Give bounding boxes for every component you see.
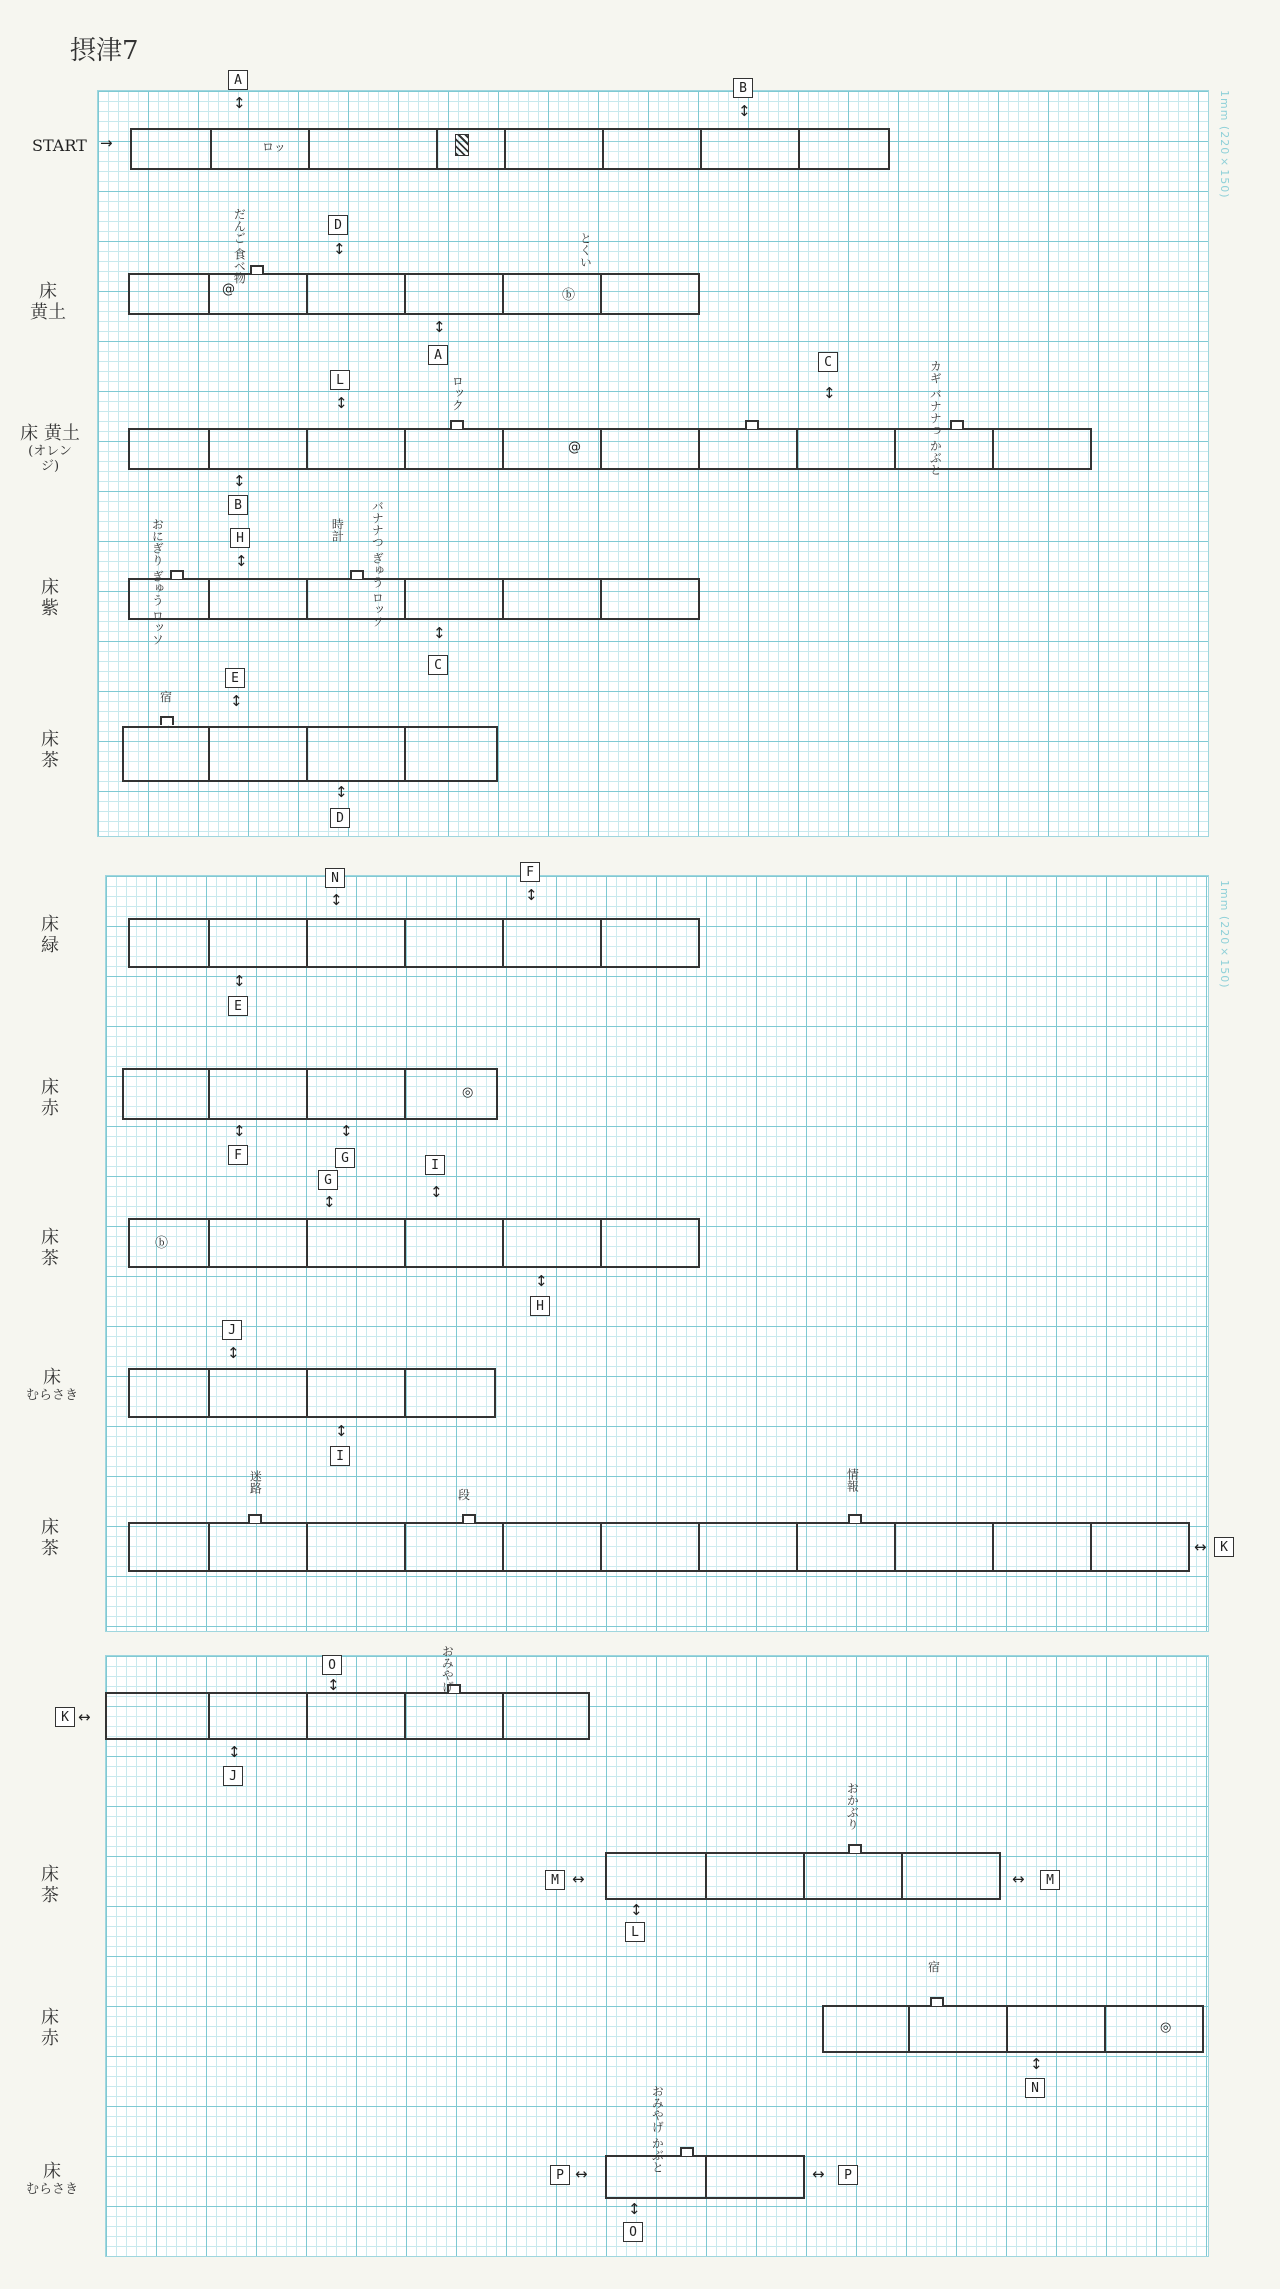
link-arrow: ↕ [227,1344,240,1362]
link-label-g[interactable]: G [318,1170,338,1190]
floor-name: 床 茶 [41,729,59,771]
link-label-o[interactable]: O [322,1655,342,1675]
door [250,265,264,274]
hatch-marker [455,134,469,156]
link-arrow: ↕ [340,1122,353,1140]
room-strip-floor-12 [822,2005,1207,2047]
room-strip-floor-4 [122,726,497,768]
link-arrow: ↔ [78,1708,91,1726]
link-label-a[interactable]: A [428,345,448,365]
note-inn: 宿 [160,690,173,704]
floor-name: 床 茶 [41,1227,59,1269]
room [208,918,308,968]
note-inn: 宿 [928,1960,941,1974]
floor-label [20,424,80,475]
room [502,1522,602,1572]
room [105,1692,210,1740]
link-arrow: ↕ [628,2200,641,2218]
room [404,578,504,620]
door [950,420,964,429]
room [128,918,210,968]
room-strip-floor-2 [128,428,1093,470]
link-label-p[interactable]: P [550,2165,570,2185]
note-rock: ロック [450,375,465,411]
floor-label [30,915,70,956]
room [803,1852,903,1900]
floor-label [30,1228,70,1269]
room [600,578,700,620]
link-label-h[interactable]: H [530,1296,550,1316]
room [404,428,504,470]
door [848,1844,862,1853]
link-arrow: ↕ [335,1422,348,1440]
room-strip-start [130,128,890,170]
room [122,1068,210,1120]
link-arrow: ↕ [525,886,538,904]
grid-note-middle: 1mm (220×150) [1218,880,1231,989]
link-label-f[interactable]: F [228,1145,248,1165]
room [700,128,800,170]
link-arrow: ↕ [333,240,346,258]
stairs-icon: @ [568,440,581,455]
room [605,1852,707,1900]
link-arrow: ↕ [323,1193,336,1211]
room [602,128,702,170]
room [502,273,602,315]
link-arrow: ↕ [228,1743,241,1761]
link-arrow: ↕ [738,102,751,120]
room [901,1852,1001,1900]
room [208,1522,308,1572]
room [796,1522,896,1572]
floor-sub: むらさき [25,1387,78,1403]
room [502,578,602,620]
room [306,1692,406,1740]
b-icon: ⓑ [562,288,576,303]
link-arrow: ↔ [572,1870,585,1888]
link-label-f[interactable]: F [520,862,540,882]
room [128,1218,210,1268]
link-arrow: ↕ [233,1122,246,1140]
link-arrow: ↔ [575,2165,588,2183]
room [306,1068,406,1120]
link-arrow: ↕ [330,891,343,909]
note-items: おにぎり ぎゅう ロッソ [150,518,165,646]
room [404,1218,504,1268]
room [404,726,498,782]
room-strip-floor-11 [605,1852,1005,1894]
note-step: 段 [458,1488,471,1502]
room [208,1218,308,1268]
room [404,918,504,968]
link-label-m[interactable]: M [545,1870,565,1890]
link-label-k[interactable]: K [1214,1537,1234,1557]
floor-name: 床 黄土 [20,423,80,444]
room [1104,2005,1204,2053]
link-label-e[interactable]: E [228,996,248,1016]
room [306,1368,406,1418]
link-label-d[interactable]: D [330,808,350,828]
door [350,570,364,579]
room [894,428,994,470]
room [600,428,700,470]
room [600,1522,700,1572]
room [306,578,406,620]
floor-label [22,1368,82,1404]
link-label-o[interactable]: O [623,2222,643,2242]
floor-label [30,1865,70,1906]
room [796,428,896,470]
link-label-b[interactable]: B [733,78,753,98]
start-arrow: → [100,134,113,152]
room [210,128,310,170]
floor-name: 床 緑 [41,914,59,956]
floor-label [30,1518,70,1559]
room [1006,2005,1106,2053]
note-clock: 時計 [330,518,345,542]
note-items: バナナつ ぎゅう ロッソ [370,500,385,628]
note-info: 情報 [845,1468,860,1492]
note-maze: 迷路 [248,1470,263,1494]
room [908,2005,1008,2053]
door [160,716,174,725]
room [128,1368,210,1418]
link-arrow: ↕ [335,394,348,412]
door [680,2147,694,2156]
room-strip-floor-10 [105,1692,595,1734]
floor-label [22,2162,82,2198]
room [404,1522,504,1572]
link-arrow: ↔ [1194,1538,1207,1556]
link-arrow: ↕ [433,624,446,642]
room [130,128,212,170]
note-special: とくい [578,232,593,268]
room [698,1522,798,1572]
link-label-l[interactable]: L [330,370,350,390]
room [798,128,890,170]
room [404,273,504,315]
room [705,1852,805,1900]
room [306,1522,406,1572]
target-icon: ◎ [1160,2020,1172,2035]
door [462,1514,476,1523]
floor-name: 床 茶 [41,1864,59,1906]
link-label-i[interactable]: I [330,1446,350,1466]
door [930,1997,944,2006]
room [404,1692,504,1740]
room [208,1068,308,1120]
room [122,726,210,782]
room [128,273,210,315]
floor-label [28,282,68,323]
link-label-n[interactable]: N [325,868,345,888]
link-label-p[interactable]: P [838,2165,858,2185]
link-label-c[interactable]: C [818,352,838,372]
floor-name: 床 [43,2161,61,2182]
grid-note-top: 1mm (220×150) [1218,90,1231,199]
door [745,420,759,429]
floor-name: 床 茶 [41,1517,59,1559]
note-rock: ロッ [262,140,286,154]
link-arrow: ↕ [235,552,248,570]
room [208,428,308,470]
floor-label [30,1078,70,1119]
room [992,1522,1092,1572]
link-label-i[interactable]: I [425,1155,445,1175]
room [1090,1522,1190,1572]
link-label-l[interactable]: L [625,1922,645,1942]
room-strip-floor-3 [128,578,698,620]
link-arrow: ↕ [823,384,836,402]
link-label-k[interactable]: K [55,1707,75,1727]
room [306,918,406,968]
link-arrow: ↕ [433,318,446,336]
note-items: おみやげ かぶと [650,2085,665,2173]
door [248,1514,262,1523]
link-label-d[interactable]: D [328,215,348,235]
link-arrow: ↕ [1030,2055,1043,2073]
room [436,128,506,170]
link-label-j[interactable]: J [223,1766,243,1786]
room [992,428,1092,470]
floor-sub: むらさき [25,2181,78,2197]
floor-label [30,730,70,771]
link-arrow: ↕ [335,783,348,801]
floor-name: 床 [43,1367,61,1388]
room [208,578,308,620]
floor-label [30,2008,70,2049]
note-items: カギ バナナつ かぶと [928,360,943,476]
stairs-icon: @ [222,282,235,297]
link-arrow: ↕ [430,1183,443,1201]
link-arrow: ↕ [233,94,246,112]
room [822,2005,910,2053]
link-arrow: ↕ [230,692,243,710]
link-label-c[interactable]: C [428,655,448,675]
room [306,428,406,470]
room [306,1218,406,1268]
room [208,1692,308,1740]
room [308,128,438,170]
floor-name: 床 紫 [41,577,59,619]
b-icon: ⓑ [155,1236,169,1251]
door [170,570,184,579]
room [128,428,210,470]
room [208,1368,308,1418]
link-label-n[interactable]: N [1025,2078,1045,2098]
room [894,1522,994,1572]
link-arrow: ↕ [233,472,246,490]
note-food: だんご 食べ物 [232,208,247,284]
room-strip-floor-9 [128,1522,1208,1564]
room [504,128,604,170]
link-label-b[interactable]: B [228,495,248,515]
floor-name: 床 黄土 [30,281,66,323]
link-label-m[interactable]: M [1040,1870,1060,1890]
link-label-j[interactable]: J [222,1320,242,1340]
floor-sub: (オレンジ) [28,443,72,474]
room-strip-floor-5 [128,918,698,960]
room [705,2155,805,2199]
room [600,918,700,968]
room-strip-floor-13 [605,2155,805,2197]
link-arrow: ↕ [233,972,246,990]
room [502,428,602,470]
room [698,428,798,470]
door [848,1514,862,1523]
start-label: START [32,136,87,155]
room [600,1218,700,1268]
floor-name: 床 赤 [41,1077,59,1119]
link-arrow: ↔ [1012,1870,1025,1888]
link-arrow: ↕ [535,1272,548,1290]
room-strip-floor-1 [128,273,698,315]
room-strip-floor-6 [122,1068,497,1110]
floor-label [30,578,70,619]
room-strip-floor-8 [128,1368,503,1410]
room [208,726,308,782]
link-arrow: ↕ [630,1901,643,1919]
page-title: 摂津7 [70,36,139,66]
room [502,1218,602,1268]
room [502,918,602,968]
room [404,1368,496,1418]
note-souvenir: おみやげ [440,1645,455,1693]
room [306,273,406,315]
link-label-e[interactable]: E [225,668,245,688]
room [128,578,210,620]
room [502,1692,590,1740]
floor-name: 床 赤 [41,2007,59,2049]
note-souvenir: おかぶり [845,1782,860,1830]
room [600,273,700,315]
room [306,726,406,782]
link-label-g[interactable]: G [335,1148,355,1168]
link-arrow: ↕ [327,1676,340,1694]
link-label-h[interactable]: H [230,528,250,548]
link-label-a[interactable]: A [228,70,248,90]
room [128,1522,210,1572]
room [404,1068,498,1120]
door [450,420,464,429]
target-icon: ◎ [462,1085,474,1100]
link-arrow: ↔ [812,2165,825,2183]
room-strip-floor-7 [128,1218,698,1260]
